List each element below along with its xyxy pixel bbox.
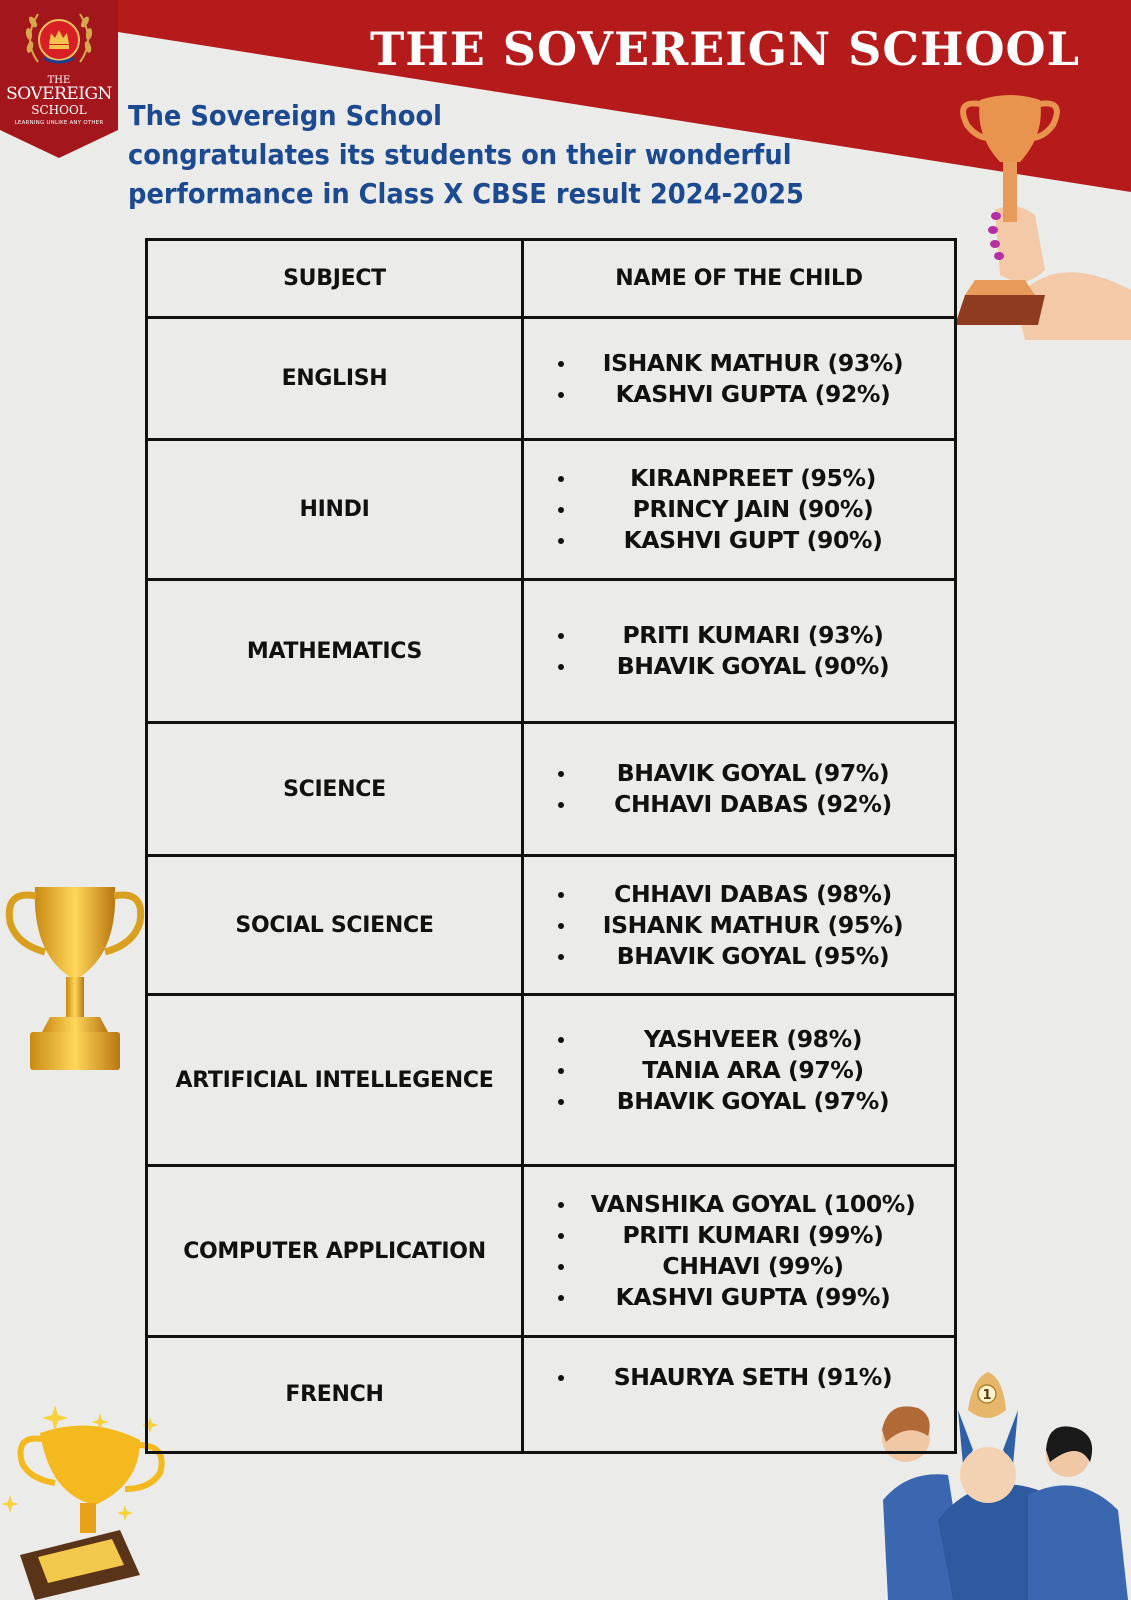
- names-list: [558, 758, 954, 820]
- subject-science: SCIENCE: [147, 723, 523, 856]
- intro-line-1: The Sovereign School: [128, 99, 443, 132]
- trophy-medal-number: 1: [982, 1388, 992, 1403]
- names-cell: [523, 1166, 956, 1337]
- logo-tagline: LEARNING UNLIKE ANY OTHER: [14, 120, 104, 126]
- names-cell: [523, 1337, 956, 1453]
- intro-line-3: performance in Class X CBSE result 2024-2025: [128, 177, 804, 210]
- table-row: [147, 318, 956, 440]
- list-item: KASHVI GUPT (90%): [558, 525, 954, 556]
- logo-text-school: SCHOOL: [31, 103, 87, 117]
- subject-social-science: SOCIAL SCIENCE: [147, 856, 523, 995]
- names-cell: [523, 723, 956, 856]
- hand-holding-trophy-icon: [955, 90, 1131, 340]
- logo-text-sovereign: SOVEREIGN: [6, 84, 112, 104]
- names-list: [558, 463, 954, 556]
- table-row: [147, 856, 956, 995]
- list-item: PRITI KUMARI (93%): [558, 620, 954, 651]
- subject-column-header: SUBJECT: [147, 240, 523, 318]
- list-item: TANIA ARA (97%): [558, 1055, 954, 1086]
- list-item: YASHVEER (98%): [558, 1024, 954, 1055]
- list-item: VANSHIKA GOYAL (100%): [558, 1189, 954, 1220]
- names-list: [558, 1362, 954, 1393]
- table-header-row: [147, 240, 956, 318]
- names-list: [558, 1024, 954, 1117]
- list-item: ISHANK MATHUR (95%): [558, 910, 954, 941]
- subject-artificial-intelligence: ARTIFICIAL INTELLEGENCE: [147, 995, 523, 1166]
- gold-trophy-icon: [0, 882, 150, 1077]
- school-title: THE SOVEREIGN SCHOOL: [370, 22, 1080, 76]
- list-item: BHAVIK GOYAL (90%): [558, 651, 954, 682]
- list-item: CHHAVI DABAS (98%): [558, 879, 954, 910]
- list-item: BHAVIK GOYAL (97%): [558, 1086, 954, 1117]
- names-cell: [523, 580, 956, 723]
- list-item: KASHVI GUPTA (92%): [558, 379, 954, 410]
- school-logo: [0, 0, 118, 158]
- logo-text-the: THE: [47, 75, 71, 86]
- table-row: [147, 1166, 956, 1337]
- subject-mathematics: MATHEMATICS: [147, 580, 523, 723]
- list-item: BHAVIK GOYAL (95%): [558, 941, 954, 972]
- table-row: [147, 1337, 956, 1453]
- list-item: KIRANPREET (95%): [558, 463, 954, 494]
- names-list: [558, 620, 954, 682]
- names-cell: [523, 440, 956, 580]
- results-table: [145, 238, 957, 1454]
- names-cell: [523, 318, 956, 440]
- list-item: CHHAVI DABAS (92%): [558, 789, 954, 820]
- table-row: [147, 580, 956, 723]
- table-row: [147, 723, 956, 856]
- subject-hindi: HINDI: [147, 440, 523, 580]
- intro-line-2: congratulates its students on their wonderful: [128, 138, 792, 171]
- list-item: BHAVIK GOYAL (97%): [558, 758, 954, 789]
- table-row: [147, 440, 956, 580]
- table-row: [147, 995, 956, 1166]
- names-list: [558, 348, 954, 410]
- names-list: [558, 1189, 954, 1313]
- subject-french: FRENCH: [147, 1337, 523, 1453]
- subject-english: ENGLISH: [147, 318, 523, 440]
- list-item: KASHVI GUPTA (99%): [558, 1282, 954, 1313]
- list-item: PRITI KUMARI (99%): [558, 1220, 954, 1251]
- subject-computer-application: COMPUTER APPLICATION: [147, 1166, 523, 1337]
- list-item: SHAURYA SETH (91%): [558, 1362, 954, 1393]
- list-item: PRINCY JAIN (90%): [558, 494, 954, 525]
- congratulations-message: [128, 96, 948, 213]
- names-column-header: NAME OF THE CHILD: [523, 240, 956, 318]
- names-list: [558, 879, 954, 972]
- list-item: ISHANK MATHUR (93%): [558, 348, 954, 379]
- names-cell: [523, 995, 956, 1166]
- names-cell: [523, 856, 956, 995]
- list-item: CHHAVI (99%): [558, 1251, 954, 1282]
